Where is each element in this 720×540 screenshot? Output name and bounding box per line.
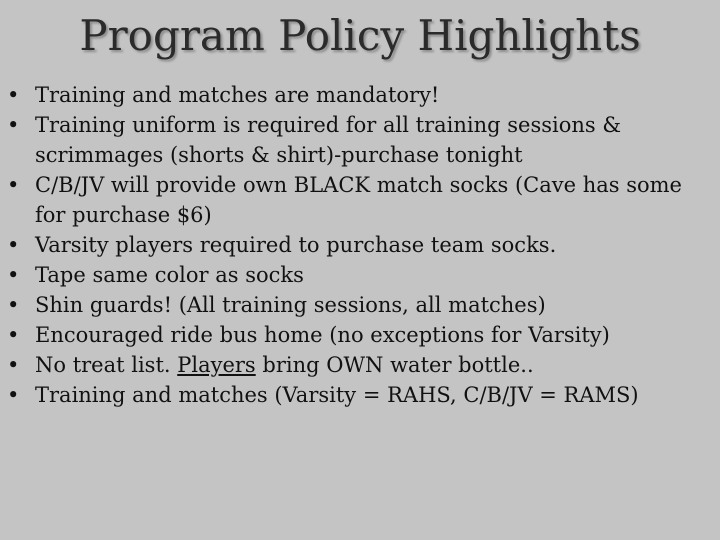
bullet-item (0, 80, 712, 110)
bullet-item (0, 260, 712, 290)
bullet-text: Shin guards! (All training sessions, all matches) (35, 293, 546, 317)
underlined-word: Players (177, 353, 256, 377)
bullet-text-post: bring OWN water bottle.. (255, 353, 534, 377)
bullet-dot-icon: • (7, 113, 20, 137)
slide-title: Program Policy Highlights (79, 11, 641, 60)
bullet-text: Training and matches are mandatory! (35, 83, 440, 107)
bullet-list (0, 80, 712, 410)
bullet-item (0, 320, 712, 350)
bullet-item (0, 110, 712, 170)
bullet-dot-icon: • (7, 323, 20, 347)
bullet-dot-icon: • (7, 233, 20, 257)
bullet-dot-icon: • (7, 173, 20, 197)
bullet-item (0, 170, 712, 230)
bullet-dot-icon: • (7, 293, 20, 317)
bullet-text: C/B/JV will provide own BLACK match socks (Cave has some for purchase $6) (35, 173, 682, 227)
bullet-text-pre: No treat list. (35, 353, 178, 377)
bullet-item (0, 350, 712, 380)
bullet-dot-icon: • (7, 353, 20, 377)
bullet-text: Tape same color as socks (35, 263, 304, 287)
bullet-dot-icon: • (7, 263, 20, 287)
bullet-item (0, 230, 712, 260)
bullet-dot-icon: • (7, 383, 20, 407)
bullet-dot-icon: • (7, 83, 20, 107)
bullet-item (0, 380, 712, 410)
bullet-text: Training uniform is required for all training sessions & scrimmages (shorts & shirt)-purchase tonight (35, 113, 622, 167)
bullet-text: Encouraged ride bus home (no exceptions for Varsity) (35, 323, 610, 347)
bullet-item (0, 290, 712, 320)
bullet-text: Training and matches (Varsity = RAHS, C/B/JV = RAMS) (35, 383, 639, 407)
bullet-text: Varsity players required to purchase team socks. (35, 233, 557, 257)
bullet-text (35, 353, 534, 377)
